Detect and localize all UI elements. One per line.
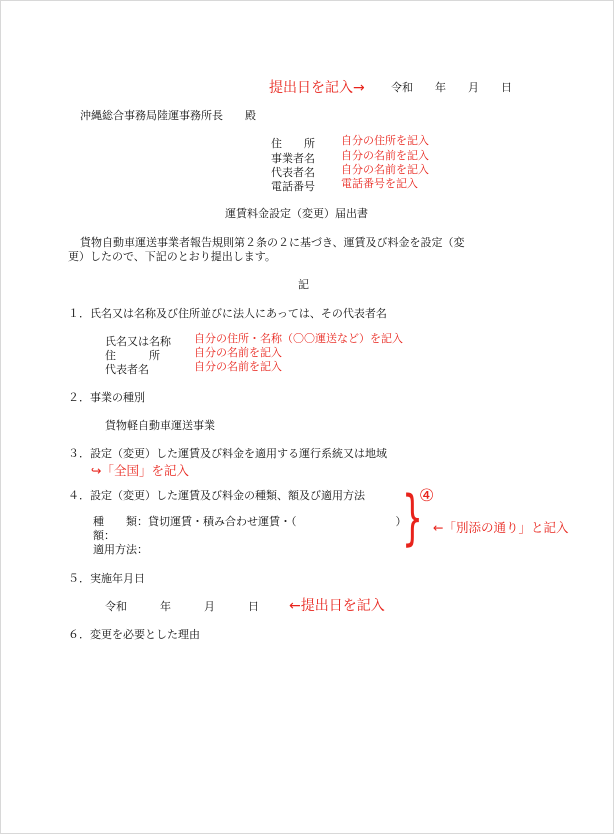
s4-method: 適用方法： bbox=[93, 543, 148, 556]
ki-heading: 記 bbox=[298, 278, 309, 291]
s4-note: ←「別添の通り」と記入 bbox=[433, 520, 569, 535]
operator-note: 自分の名前を記入 bbox=[341, 149, 429, 162]
s1-name-note: 自分の住所・名称（〇〇運送など）を記入 bbox=[194, 332, 403, 345]
address-note: 自分の住所を記入 bbox=[341, 134, 429, 147]
s4-amount: 額： bbox=[93, 529, 115, 542]
section-4-title: ４．設定（変更）した運賃及び料金の種類、額及び適用方法 bbox=[68, 489, 365, 502]
addressee: 沖縄総合事務局陸運事務所長 殿 bbox=[80, 109, 256, 122]
address-label: 住 所 bbox=[271, 137, 315, 150]
s1-name-label: 氏名又は名称 bbox=[105, 335, 171, 348]
operator-label: 事業者名 bbox=[271, 152, 315, 165]
section-6-title: ６．変更を必要とした理由 bbox=[68, 628, 200, 641]
section-3-title: ３．設定（変更）した運賃及び料金を適用する運行系統又は地域 bbox=[68, 447, 387, 460]
s1-address-note: 自分の名前を記入 bbox=[194, 346, 282, 359]
s4-number: ④ bbox=[419, 486, 435, 506]
s1-address-label: 住 所 bbox=[105, 349, 160, 362]
section-1-title: １．氏名又は名称及び住所並びに法人にあっては、その代表者名 bbox=[68, 307, 387, 320]
intro-line-2: 更）したので、下記のとおり提出します。 bbox=[68, 250, 276, 263]
section-2-title: ２．事業の種別 bbox=[68, 391, 145, 404]
phone-label: 電話番号 bbox=[271, 180, 315, 193]
s2-business-type: 貨物軽自動車運送事業 bbox=[105, 419, 215, 432]
section-5-title: ５．実施年月日 bbox=[68, 572, 145, 585]
representative-note: 自分の名前を記入 bbox=[341, 163, 429, 176]
date-annotation: 提出日を記入→ bbox=[269, 80, 365, 96]
submission-date: 令和 年 月 日 bbox=[391, 81, 512, 94]
representative-label: 代表者名 bbox=[271, 166, 315, 179]
s1-rep-note: 自分の名前を記入 bbox=[194, 360, 282, 373]
s3-note: ↪「全国」を記入 bbox=[91, 463, 189, 478]
curly-brace-mark: } bbox=[402, 483, 424, 553]
s4-type: 種 類：貸切運賃・積み合わせ運賃・（ ） bbox=[93, 515, 407, 528]
phone-note: 電話番号を記入 bbox=[341, 177, 418, 190]
s5-date: 令和 年 月 日 bbox=[105, 600, 259, 613]
s1-rep-label: 代表者名 bbox=[105, 363, 149, 376]
document-title: 運賃料金設定（変更）届出書 bbox=[225, 207, 368, 220]
s5-note: ←提出日を記入 bbox=[289, 598, 385, 614]
intro-line-1: 貨物自動車運送事業者報告規則第２条の２に基づき、運賃及び料金を設定（変 bbox=[80, 236, 465, 249]
